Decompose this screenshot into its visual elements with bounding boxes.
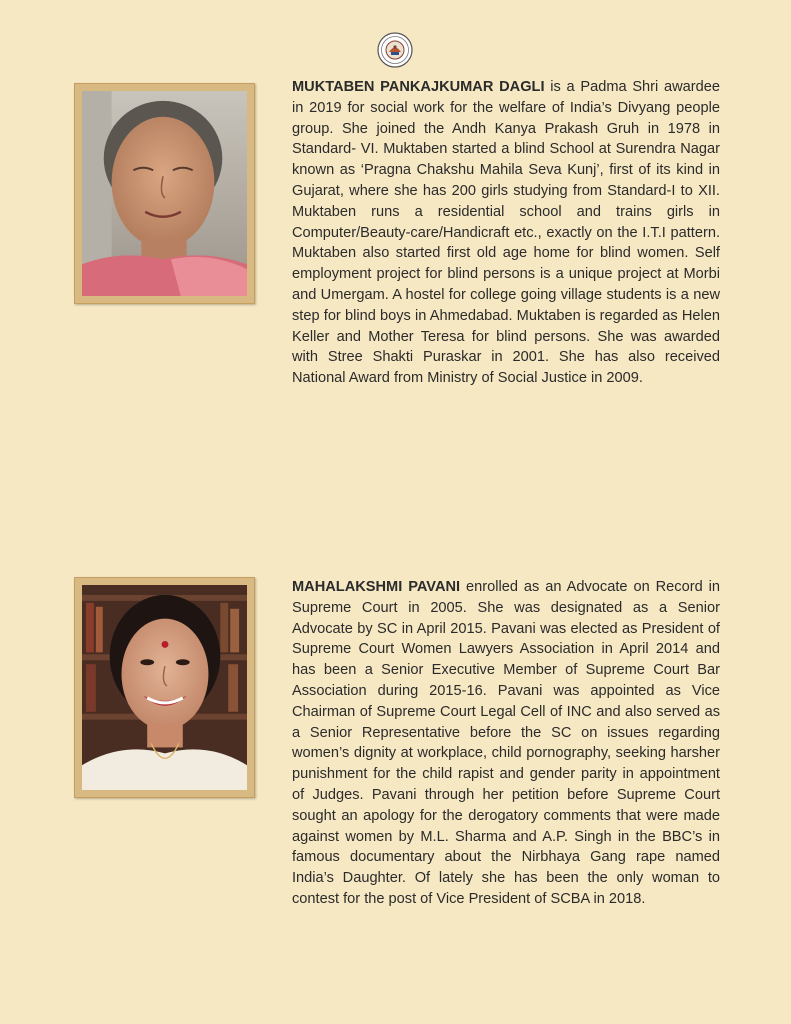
profile-bio xyxy=(292,77,720,389)
profile-photo-frame xyxy=(74,577,255,798)
emblem-icon xyxy=(377,32,413,68)
profile-photo-muktaben xyxy=(82,91,247,296)
profile-photo-mahalakshmi xyxy=(82,585,247,790)
profile-name: MAHALAKSHMI PAVANI xyxy=(292,579,461,595)
profile-photo-frame xyxy=(74,83,255,304)
profile-bio xyxy=(292,577,720,910)
profile-name: MUKTABEN PANKAJKUMAR DAGLI xyxy=(292,79,545,95)
profile-description: enrolled as an Advocate on Record in Supreme Court in 2005. She was designated as a Senior Advocate by SC in April 2015. Pavani was elected as President of Supreme Court Women Lawyers Association in April 2014 and has been a Senior Executive Member of Supreme Court Bar Association during 2015-16. Pavani was appointed as Vice Chairman of Supreme Court Legal Cell of INC and also served as a Senior Representative before the SC on issues regarding women’s dignity at workplace, child pornography, seeking harsher punishment for the child rapist and gender parity in appointment of Judges. Pavani through her petition before Supreme Court sought an apology for the derogatory comments that were made against women by M.L. Sharma and A.P. Singh in the BBC’s in famous documentary about the Nirbhaya Gang rape named India’s Daughter. Of lately she has been the only woman to contest for the post of Vice President of SCBA in 2018. xyxy=(292,579,720,907)
profile-description: is a Padma Shri awardee in 2019 for social work for the welfare of India’s Divyang people group. She joined the Andh Kanya Prakash Gruh in 1978 in Standard- VI. Muktaben started a blind School at Surendra Nagar known as ‘Pragna Chakshu Mahila Seva Kunj’, first of its kind in Gujarat, where she has 200 girls studying from Standard-I to XII. Muktaben runs a residential school and trains girls in Computer/Beauty-care/Handicraft etc., exactly on the I.T.I pattern. Muktaben also started first old age home for blind women. Self employment project for blind persons is a unique project at Morbi and Umergam. A hostel for college going village students is a new step for blind boys in Ahmedabad. Muktaben is regarded as Helen Keller and Mother Teresa for blind persons. She was awarded with Stree Shakti Puraskar in 2001. She has also received National Award from Ministry of Social Justice in 2009. xyxy=(292,79,720,387)
